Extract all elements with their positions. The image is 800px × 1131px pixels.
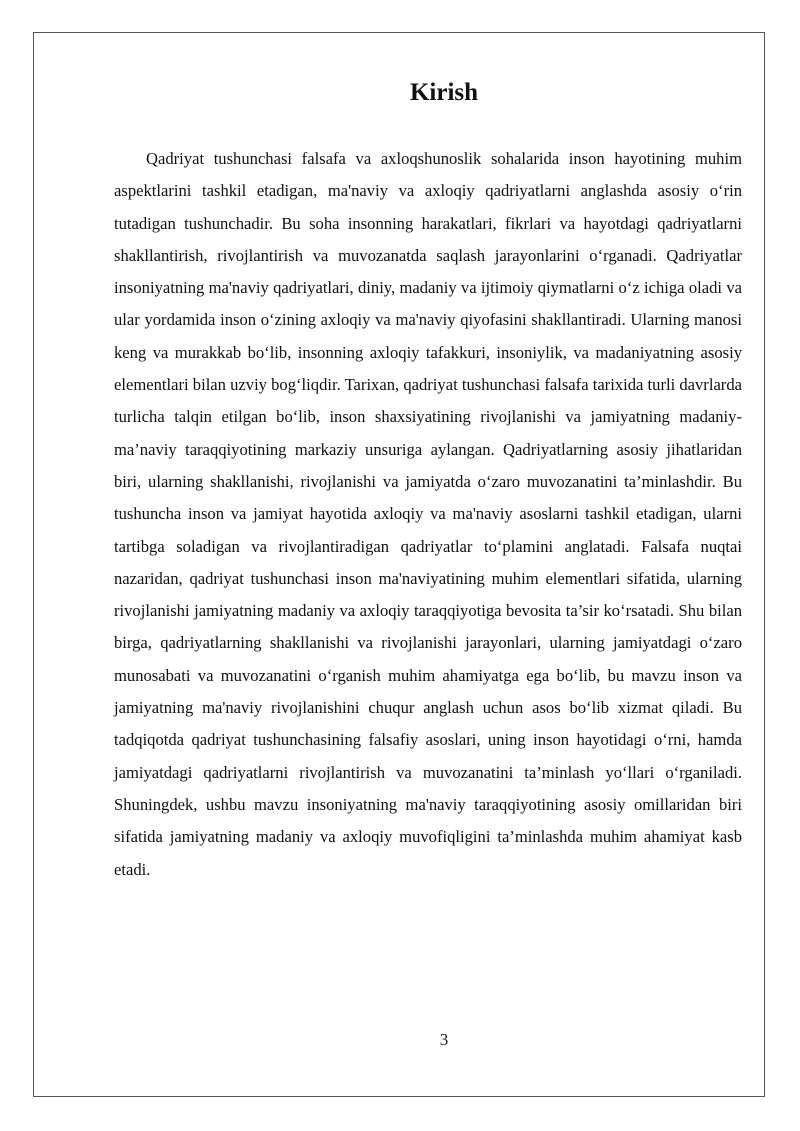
body-paragraph: Qadriyat tushunchasi falsafa va axloqshunoslik sohalarida inson hayotining muhim aspektlarini tashkil etadigan, ma'naviy va axloqiy qadriyatlarni anglashda asosiy o‘rin tutadigan tushunchadir. Bu soha insonning harakatlari, fikrlari va hayotdagi qadriyatlarni shakllantirish, rivojlantirish va muvozanatda saqlash jarayonlarini o‘rganadi. Qadriyatlar insoniyatning ma'naviy qadriyatlari, diniy, madaniy va ijtimoiy qiymatlarni o‘z ichiga oladi va ular yordamida inson o‘zining axloqiy va ma'naviy qiyofasini shakllantiradi. Ularning manosi keng va murakkab bo‘lib, insonning axloqiy tafakkuri, insoniylik, va madaniyatning asosiy elementlari bilan uzviy bog‘liqdir. Tarixan, qadriyat tushunchasi falsafa tarixida turli davrlarda turlicha talqin etilgan bo‘lib, inson shaxsiyatining rivojlanishi va jamiyatning madaniy-ma’naviy taraqqiyotining markaziy unsuriga aylangan. Qadriyatlarning asosiy jihatlaridan biri, ularning shakllanishi, rivojlanishi va jamiyatda o‘zaro muvozanatini ta’minlashdir. Bu tushuncha inson va jamiyat hayotida axloqiy va ma'naviy asoslarni tashkil etadigan, ularni tartibga soladigan va rivojlantiradigan qadriyatlar to‘plamini anglatadi. Falsafa nuqtai nazaridan, qadriyat tushunchasi inson ma'naviyatining muhim elementlari sifatida, ularning rivojlanishi jamiyatning madaniy va axloqiy taraqqiyotiga bevosita ta’sir ko‘rsatadi. Shu bilan birga, qadriyatlarning shakllanishi va rivojlanishi jarayonlari, ularning jamiyatdagi o‘zaro munosabati va muvozanatini o‘rganish muhim ahamiyatga ega bo‘lib, bu mavzu inson va jamiyatning ma'naviy rivojlanishini chuqur anglash uchun asos bo‘lib xizmat qiladi. Bu tadqiqotda qadriyat tushunchasining falsafiy asoslari, uning inson hayotidagi o‘rni, hamda jamiyatdagi qadriyatlarni rivojlantirish va muvozanatini ta’minlash yo‘llari o‘rganiladi. Shuningdek, ushbu mavzu insoniyatning ma'naviy taraqqiyotining asosiy omillaridan biri sifatida jamiyatning madaniy va axloqiy muvofiqligini ta’minlashda muhim ahamiyat kasb etadi. bbox=[114, 149, 742, 879]
page-number: 3 bbox=[439, 1030, 449, 1049]
page-title: Kirish bbox=[409, 79, 479, 106]
